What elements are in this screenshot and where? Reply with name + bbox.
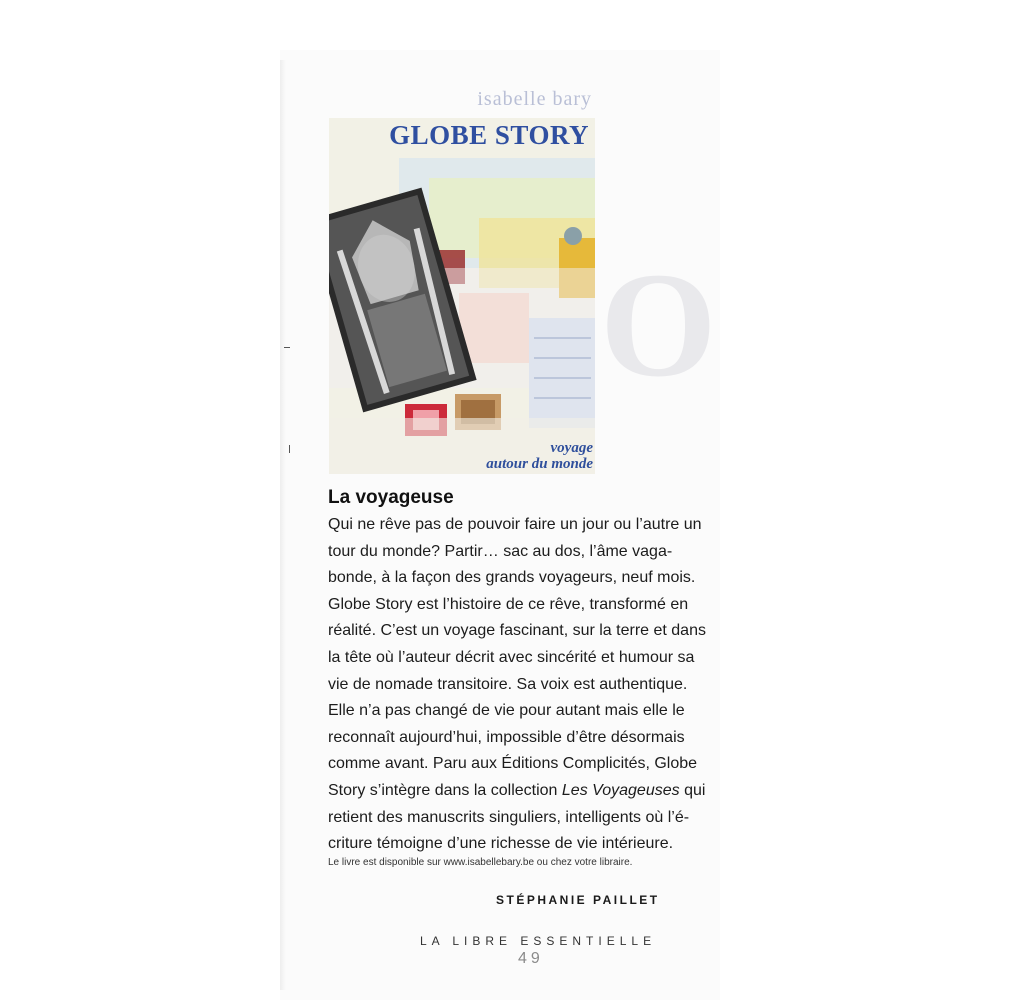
- body-text: qui: [679, 781, 706, 799]
- body-line: reconnaît aujourd’hui, impossible d’être désormais: [328, 728, 685, 746]
- body-line: comme avant. Paru aux Éditions Complicités, Globe: [328, 755, 698, 773]
- body-line: Globe Story est l’histoire de ce rêve, transformé en: [328, 595, 689, 613]
- page-number: 49: [518, 950, 544, 967]
- article-body: [328, 512, 720, 858]
- collection-name: Les Voyageuses: [561, 781, 680, 799]
- cover-collage-image: [329, 118, 595, 474]
- body-line: la tête où l’auteur décrit avec sincérité et humour sa: [328, 648, 695, 666]
- body-line: vie de nomade transitoire. Sa voix est authentique.: [328, 675, 688, 693]
- author-byline: STÉPHANIE PAILLET: [496, 893, 660, 907]
- body-line: criture témoigne d’une richesse de vie intérieure.: [328, 835, 674, 853]
- page-shadow: [280, 60, 286, 990]
- margin-mark: [289, 445, 290, 453]
- body-line: tour du monde? Partir… sac au dos, l’âme vaga-: [328, 542, 673, 560]
- body-line: réalité. C’est un voyage fascinant, sur la terre et dans: [328, 622, 706, 640]
- body-line: Qui ne rêve pas de pouvoir faire un jour ou l’autre un: [328, 516, 702, 533]
- body-line: [328, 778, 720, 805]
- availability-note: Le livre est disponible sur www.isabellebary.be ou chez votre libraire.: [328, 857, 633, 868]
- cover-subtitle-line1: voyage: [550, 440, 593, 456]
- body-line: Elle n’a pas changé de vie pour autant mais elle le: [328, 702, 685, 720]
- body-line: retient des manuscrits singuliers, intelligents où l’é-: [328, 808, 690, 826]
- book-title: GLOBE STORY: [389, 120, 589, 150]
- article-heading: La voyageuse: [328, 487, 454, 508]
- margin-mark: [284, 347, 290, 348]
- cover-subtitle-line2: autour du monde: [486, 456, 593, 472]
- book-cover[interactable]: [329, 118, 595, 474]
- book-author: isabelle bary: [477, 88, 592, 110]
- body-text: Story s’intègre dans la collection: [328, 781, 562, 799]
- body-line: bonde, à la façon des grands voyageurs, neuf mois.: [328, 569, 696, 587]
- publication-name: LA LIBRE ESSENTIELLE: [420, 934, 657, 948]
- bleed-through-ghost: O: [600, 242, 717, 408]
- cover-subtitle: [486, 440, 593, 472]
